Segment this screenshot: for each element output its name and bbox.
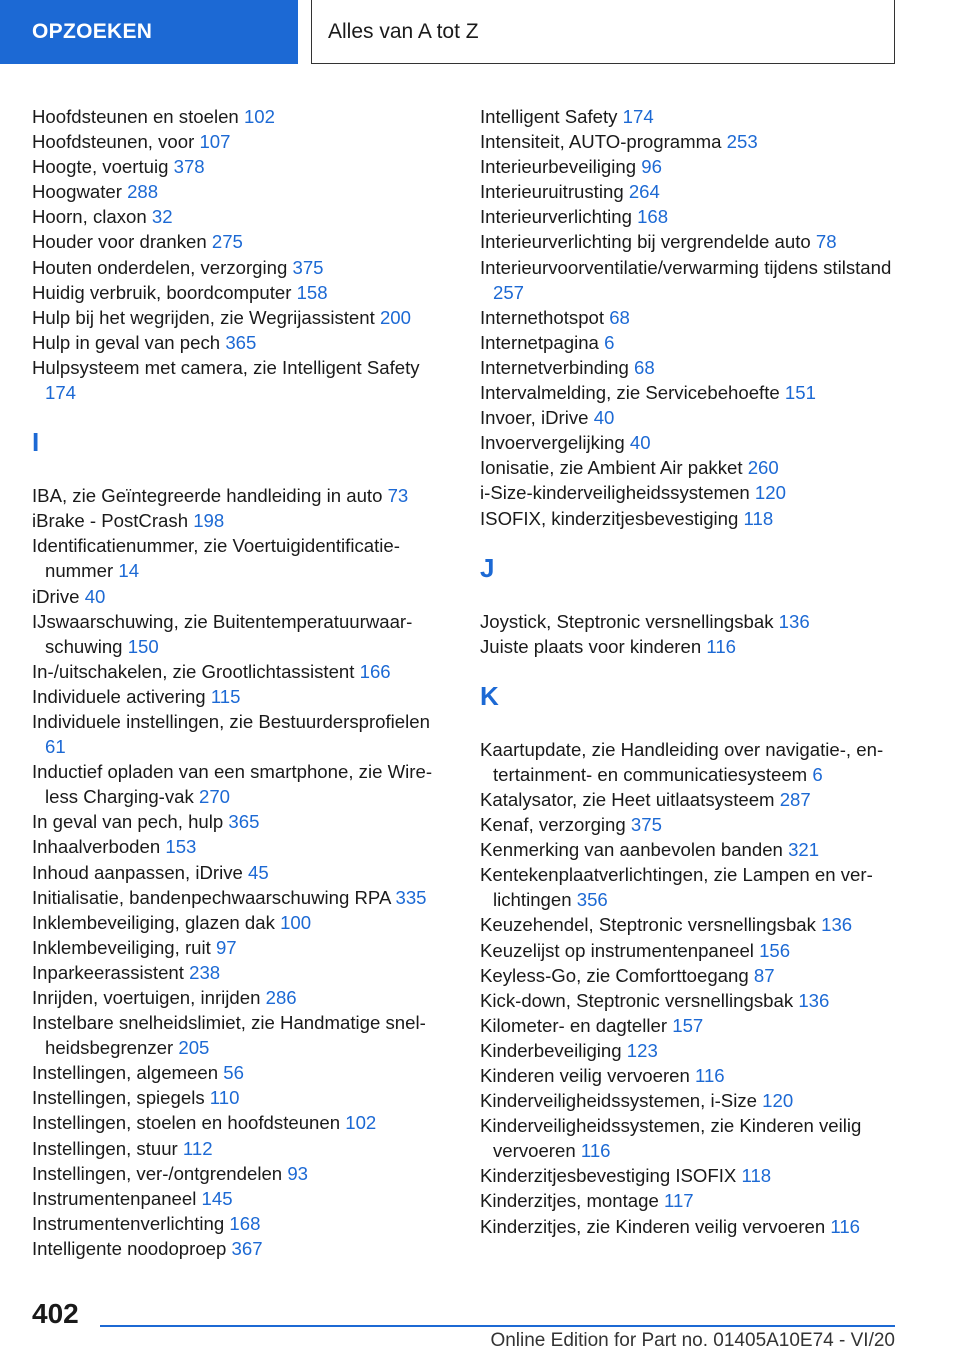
index-entry bbox=[32, 659, 450, 684]
index-entry bbox=[32, 935, 450, 960]
index-entry bbox=[32, 885, 450, 910]
index-term: Hoogwater bbox=[32, 181, 122, 203]
index-entry bbox=[32, 584, 450, 609]
index-entry bbox=[32, 759, 450, 809]
index-entry bbox=[32, 508, 450, 533]
page-reference-link[interactable]: 335 bbox=[395, 886, 427, 908]
index-term: Invoervergelijking bbox=[480, 432, 625, 454]
page-reference-link[interactable]: 174 bbox=[622, 106, 654, 127]
index-entry bbox=[480, 506, 900, 531]
section-tab bbox=[0, 0, 298, 64]
page-reference-link[interactable]: 375 bbox=[630, 814, 662, 836]
index-term: iBrake - PostCrash bbox=[32, 510, 189, 532]
index-entry bbox=[32, 1085, 450, 1110]
index-term: Kenaf, verzorging bbox=[480, 814, 626, 836]
page-reference-link[interactable]: 153 bbox=[165, 836, 197, 858]
index-term: Instelbare snelheidslimiet, zie Handmatige snelheidsbegrenzer bbox=[32, 1012, 426, 1059]
index-entry bbox=[32, 709, 450, 759]
page-reference-link[interactable]: 365 bbox=[228, 811, 260, 833]
index-entry bbox=[32, 834, 450, 859]
index-entry bbox=[480, 229, 900, 254]
page-reference-link[interactable]: 253 bbox=[726, 131, 758, 153]
page-reference-link[interactable]: 168 bbox=[637, 206, 669, 228]
index-term: Juiste plaats voor kinderen bbox=[480, 635, 702, 657]
page-reference-link[interactable]: 286 bbox=[265, 987, 297, 1008]
page-reference-link[interactable]: 136 bbox=[778, 610, 810, 632]
index-entry bbox=[480, 963, 900, 988]
index-term: IBA, zie Geïntegreerde handleiding in auto bbox=[32, 485, 383, 507]
page-reference-link[interactable]: 287 bbox=[779, 788, 811, 810]
page-reference-link[interactable]: 145 bbox=[201, 1187, 233, 1209]
index-term: Interieurbeveiliging bbox=[480, 156, 637, 178]
page-reference-link[interactable]: 157 bbox=[672, 1014, 704, 1036]
page-reference-link[interactable]: 102 bbox=[243, 106, 275, 127]
index-term: In geval van pech, hulp bbox=[32, 811, 224, 833]
section-title: OPZOEKEN bbox=[32, 20, 153, 43]
index-entry bbox=[32, 684, 450, 709]
index-term: Instellingen, spiegels bbox=[32, 1087, 205, 1109]
index-term: Kinderen veilig vervoeren bbox=[480, 1065, 690, 1086]
index-entry bbox=[32, 609, 450, 659]
page-reference-link[interactable]: 112 bbox=[182, 1137, 213, 1159]
index-entry bbox=[480, 988, 900, 1013]
index-letter-heading: K bbox=[480, 680, 499, 711]
footer-divider bbox=[100, 1325, 895, 1327]
page-reference-link[interactable]: 158 bbox=[296, 281, 328, 303]
chapter-title: Alles van A tot Z bbox=[328, 19, 479, 43]
index-entry bbox=[32, 483, 450, 508]
index-term: Kenmerking van aanbevolen banden bbox=[480, 839, 783, 861]
index-term: Hulp in geval van pech bbox=[32, 331, 221, 353]
index-term: Kinderzitjes, montage bbox=[480, 1190, 659, 1212]
index-term: In-/uitschakelen, zie Grootlichtassistent bbox=[32, 660, 355, 682]
page-reference-link[interactable]: 264 bbox=[628, 181, 660, 203]
index-entry bbox=[32, 280, 450, 305]
index-entry bbox=[480, 1088, 900, 1113]
index-entry bbox=[32, 1136, 450, 1161]
index-entry bbox=[480, 634, 900, 659]
index-term: Interieuruitrusting bbox=[480, 181, 624, 203]
index-entry bbox=[480, 405, 900, 430]
page-reference-link[interactable]: 288 bbox=[127, 181, 159, 203]
page-reference-link[interactable]: 378 bbox=[173, 156, 205, 178]
page-reference-link[interactable]: 136 bbox=[798, 989, 830, 1011]
page-reference-link[interactable]: 117 bbox=[663, 1190, 694, 1212]
index-term: Instrumentenverlichting bbox=[32, 1212, 225, 1234]
page-reference-link[interactable]: 365 bbox=[225, 331, 257, 353]
index-term: Inklembeveiliging, ruit bbox=[32, 936, 211, 958]
index-term: Intelligent Safety bbox=[480, 106, 618, 127]
index-entry bbox=[32, 1186, 450, 1211]
page-reference-link[interactable]: 68 bbox=[634, 356, 655, 378]
page-reference-link[interactable]: 116 bbox=[580, 1140, 611, 1162]
index-term: Instellingen, ver-/ontgrendelen bbox=[32, 1162, 283, 1184]
page-reference-link[interactable]: 93 bbox=[287, 1162, 309, 1184]
page-reference-link[interactable]: 56 bbox=[223, 1062, 244, 1084]
index-term: Internetverbinding bbox=[480, 356, 629, 378]
index-entry bbox=[480, 609, 900, 634]
index-entry bbox=[32, 229, 450, 254]
index-entry bbox=[32, 960, 450, 985]
index-entry bbox=[480, 1163, 900, 1188]
index-entry bbox=[32, 1010, 450, 1060]
page-reference-link[interactable]: 356 bbox=[576, 889, 608, 911]
index-entry bbox=[32, 255, 450, 280]
index-entry bbox=[480, 455, 900, 480]
index-entry bbox=[32, 1110, 450, 1135]
index-term: Kinderzitjes, zie Kinderen veilig vervoeren bbox=[480, 1215, 826, 1237]
page-reference-link[interactable]: 205 bbox=[178, 1037, 210, 1059]
edition-note: Online Edition for Part no. 01405A10E74 - VI/20 bbox=[490, 1330, 895, 1351]
index-entry bbox=[32, 129, 450, 154]
index-entry bbox=[480, 837, 900, 862]
page-reference-link[interactable]: 6 bbox=[604, 331, 615, 353]
page-reference-link[interactable]: 120 bbox=[754, 482, 786, 504]
index-entry bbox=[480, 380, 900, 405]
index-term: Internethotspot bbox=[480, 306, 605, 328]
index-term: Instellingen, algemeen bbox=[32, 1062, 219, 1084]
page-reference-link[interactable]: 107 bbox=[199, 131, 231, 153]
index-entry bbox=[480, 255, 900, 305]
index-entry bbox=[480, 938, 900, 963]
index-term: Internetpagina bbox=[480, 331, 599, 353]
index-term: Instellingen, stoelen en hoofdsteunen bbox=[32, 1112, 341, 1134]
index-term: Kinderzitjesbevestiging ISOFIX bbox=[480, 1165, 737, 1187]
page-reference-link[interactable]: 6 bbox=[812, 763, 823, 785]
index-term: Inhaalverboden bbox=[32, 836, 161, 858]
index-entry bbox=[32, 1161, 450, 1186]
index-entry bbox=[480, 154, 900, 179]
index-entry bbox=[32, 355, 450, 405]
index-term: Identificatienummer, zie Voertuigidentificatienummer bbox=[32, 535, 400, 582]
page-reference-link[interactable]: 61 bbox=[45, 736, 66, 758]
page-reference-link[interactable]: 260 bbox=[747, 457, 779, 479]
page-reference-link[interactable]: 200 bbox=[379, 306, 411, 328]
page-reference-link[interactable]: 123 bbox=[626, 1039, 658, 1061]
chapter-header bbox=[311, 0, 895, 64]
index-term: IJswaarschuwing, zie Buitentemperatuurwaarschuwing bbox=[32, 610, 413, 657]
index-term: Hoofdsteunen, voor bbox=[32, 131, 195, 153]
page-reference-link[interactable]: 321 bbox=[788, 839, 820, 861]
index-entry bbox=[480, 480, 900, 505]
index-term: Individuele instellingen, zie Bestuurdersprofielen bbox=[32, 710, 430, 732]
page-reference-link[interactable]: 68 bbox=[609, 306, 630, 328]
page-reference-link[interactable]: 150 bbox=[127, 635, 159, 657]
page-reference-link[interactable]: 198 bbox=[193, 510, 225, 532]
index-entry bbox=[480, 787, 900, 812]
index-term: Instellingen, stuur bbox=[32, 1137, 178, 1159]
page-reference-link[interactable]: 116 bbox=[830, 1215, 861, 1237]
page-reference-link[interactable]: 40 bbox=[84, 585, 106, 607]
page-reference-link[interactable]: 45 bbox=[248, 861, 269, 883]
index-entry bbox=[32, 204, 450, 229]
index-entry bbox=[480, 355, 900, 380]
index-term: Inparkeerassistent bbox=[32, 961, 184, 983]
index-entry bbox=[480, 430, 900, 455]
page-reference-link[interactable]: 118 bbox=[743, 507, 774, 529]
index-term: Hoorn, claxon bbox=[32, 206, 147, 228]
index-term: Keuzelijst op instrumentenpaneel bbox=[480, 939, 754, 961]
index-term: Hoofdsteunen en stoelen bbox=[32, 106, 239, 127]
index-term: ISOFIX, kinderzitjesbevestiging bbox=[480, 507, 739, 529]
index-entry bbox=[480, 1013, 900, 1038]
index-entry bbox=[480, 104, 900, 129]
index-term: Keuzehendel, Steptronic versnellingsbak bbox=[480, 914, 816, 936]
index-entry bbox=[480, 862, 900, 912]
page-reference-link[interactable]: 270 bbox=[199, 786, 231, 808]
index-entry bbox=[480, 1038, 900, 1063]
index-column-right bbox=[480, 104, 900, 1239]
page-reference-link[interactable]: 40 bbox=[593, 407, 615, 429]
page-reference-link[interactable]: 275 bbox=[211, 231, 243, 253]
index-term: Kinderveiligheidssystemen, zie Kinderen veilig vervoeren bbox=[480, 1115, 862, 1162]
page-reference-link[interactable]: 118 bbox=[741, 1165, 772, 1187]
index-entry bbox=[480, 737, 900, 787]
index-term: Houder voor dranken bbox=[32, 231, 207, 253]
index-term: Hoogte, voertuig bbox=[32, 156, 169, 178]
index-term: Initialisatie, bandenpechwaarschuwing RPA bbox=[32, 886, 391, 908]
index-term: Intelligente noodoproep bbox=[32, 1237, 227, 1259]
page-reference-link[interactable]: 73 bbox=[387, 485, 409, 507]
index-entry bbox=[32, 1236, 450, 1261]
page-reference-link[interactable]: 97 bbox=[215, 936, 237, 958]
page-reference-link[interactable]: 116 bbox=[695, 1065, 725, 1086]
page-reference-link[interactable]: 151 bbox=[784, 382, 816, 404]
index-entry bbox=[480, 1063, 900, 1088]
index-term: Instrumentenpaneel bbox=[32, 1187, 197, 1209]
index-term: Invoer, iDrive bbox=[480, 407, 589, 429]
page-reference-link[interactable]: 14 bbox=[118, 560, 140, 582]
page-number: 402 bbox=[32, 1298, 79, 1329]
index-entry bbox=[32, 985, 450, 1010]
index-term: Inrijden, voertuigen, inrijden bbox=[32, 987, 261, 1008]
page-reference-link[interactable]: 116 bbox=[706, 635, 737, 657]
index-term: Interieurverlichting bbox=[480, 206, 632, 228]
index-term: Kick-down, Steptronic versnellingsbak bbox=[480, 989, 794, 1011]
index-column-left bbox=[32, 104, 450, 1261]
index-term: Huidig verbruik, boordcomputer bbox=[32, 281, 292, 303]
index-term: Joystick, Steptronic versnellingsbak bbox=[480, 610, 774, 632]
page-reference-link[interactable]: 367 bbox=[231, 1237, 263, 1259]
index-entry bbox=[32, 154, 450, 179]
index-entry bbox=[32, 330, 450, 355]
index-term: i-Size-kinderveiligheidssystemen bbox=[480, 482, 750, 504]
index-entry bbox=[32, 809, 450, 834]
page-reference-link[interactable]: 375 bbox=[292, 256, 324, 278]
index-term: Kaartupdate, zie Handleiding over navigatie-, entertainment- en communicatiesysteem bbox=[480, 738, 884, 785]
page-reference-link[interactable]: 87 bbox=[753, 964, 775, 986]
index-term: Kentekenplaatverlichtingen, zie Lampen en verlichtingen bbox=[480, 864, 873, 911]
index-entry bbox=[32, 1060, 450, 1085]
index-entry bbox=[32, 910, 450, 935]
index-entry bbox=[480, 1113, 900, 1163]
index-term: Keyless-Go, zie Comforttoegang bbox=[480, 964, 749, 986]
page-reference-link[interactable]: 100 bbox=[280, 911, 312, 933]
page-reference-link[interactable]: 238 bbox=[189, 961, 221, 983]
index-term: Inhoud aanpassen, iDrive bbox=[32, 861, 243, 883]
index-entry bbox=[32, 1211, 450, 1236]
index-entry bbox=[32, 104, 450, 129]
index-entry bbox=[480, 129, 900, 154]
index-entry bbox=[480, 330, 900, 355]
index-term: Interieurvoorventilatie/verwarming tijdens stilstand bbox=[480, 256, 892, 278]
index-term: Hulpsysteem met camera, zie Intelligent Safety bbox=[32, 356, 420, 378]
page-reference-link[interactable]: 110 bbox=[209, 1087, 240, 1109]
page-reference-link[interactable]: 96 bbox=[641, 156, 662, 178]
index-term: Kilometer- en dagteller bbox=[480, 1014, 668, 1036]
page-reference-link[interactable]: 120 bbox=[762, 1090, 794, 1112]
page-reference-link[interactable]: 156 bbox=[759, 939, 791, 961]
index-entry bbox=[480, 179, 900, 204]
page-reference-link[interactable]: 166 bbox=[359, 660, 391, 682]
index-entry bbox=[32, 860, 450, 885]
page-reference-link[interactable]: 78 bbox=[815, 231, 837, 253]
page-reference-link[interactable]: 257 bbox=[493, 281, 525, 303]
index-term: Ionisatie, zie Ambient Air pakket bbox=[480, 457, 743, 479]
index-term: Individuele activering bbox=[32, 685, 206, 707]
page-reference-link[interactable]: 174 bbox=[45, 382, 77, 404]
index-entry bbox=[480, 812, 900, 837]
index-term: Inductief opladen van een smartphone, zie Wireless Charging-vak bbox=[32, 761, 433, 808]
index-entry bbox=[32, 179, 450, 204]
index-letter-heading: J bbox=[480, 552, 495, 583]
page-reference-link[interactable]: 40 bbox=[629, 432, 651, 454]
index-entry bbox=[32, 533, 450, 583]
index-entry bbox=[480, 912, 900, 937]
page-reference-link[interactable]: 102 bbox=[345, 1112, 377, 1134]
index-term: Kinderbeveiliging bbox=[480, 1039, 622, 1061]
page-reference-link[interactable]: 115 bbox=[210, 685, 241, 707]
index-term: Houten onderdelen, verzorging bbox=[32, 256, 288, 278]
index-entry bbox=[480, 305, 900, 330]
page-reference-link[interactable]: 168 bbox=[229, 1212, 261, 1234]
index-entry bbox=[480, 1214, 900, 1239]
index-entry bbox=[480, 1188, 900, 1213]
index-term: iDrive bbox=[32, 585, 80, 607]
index-term: Interieurverlichting bij vergrendelde auto bbox=[480, 231, 811, 253]
index-letter-heading: I bbox=[32, 427, 40, 458]
index-term: Inklembeveiliging, glazen dak bbox=[32, 911, 275, 933]
page-reference-link[interactable]: 136 bbox=[821, 914, 853, 936]
page-reference-link[interactable]: 32 bbox=[151, 206, 173, 228]
index-term: Intensiteit, AUTO-programma bbox=[480, 131, 722, 153]
index-term: Kinderveiligheidssystemen, i-Size bbox=[480, 1090, 757, 1112]
index-term: Intervalmelding, zie Servicebehoefte bbox=[480, 382, 780, 404]
index-entry bbox=[32, 305, 450, 330]
index-entry bbox=[480, 204, 900, 229]
index-term: Katalysator, zie Heet uitlaatsysteem bbox=[480, 788, 775, 810]
index-term: Hulp bij het wegrijden, zie Wegrijassistent bbox=[32, 306, 375, 328]
